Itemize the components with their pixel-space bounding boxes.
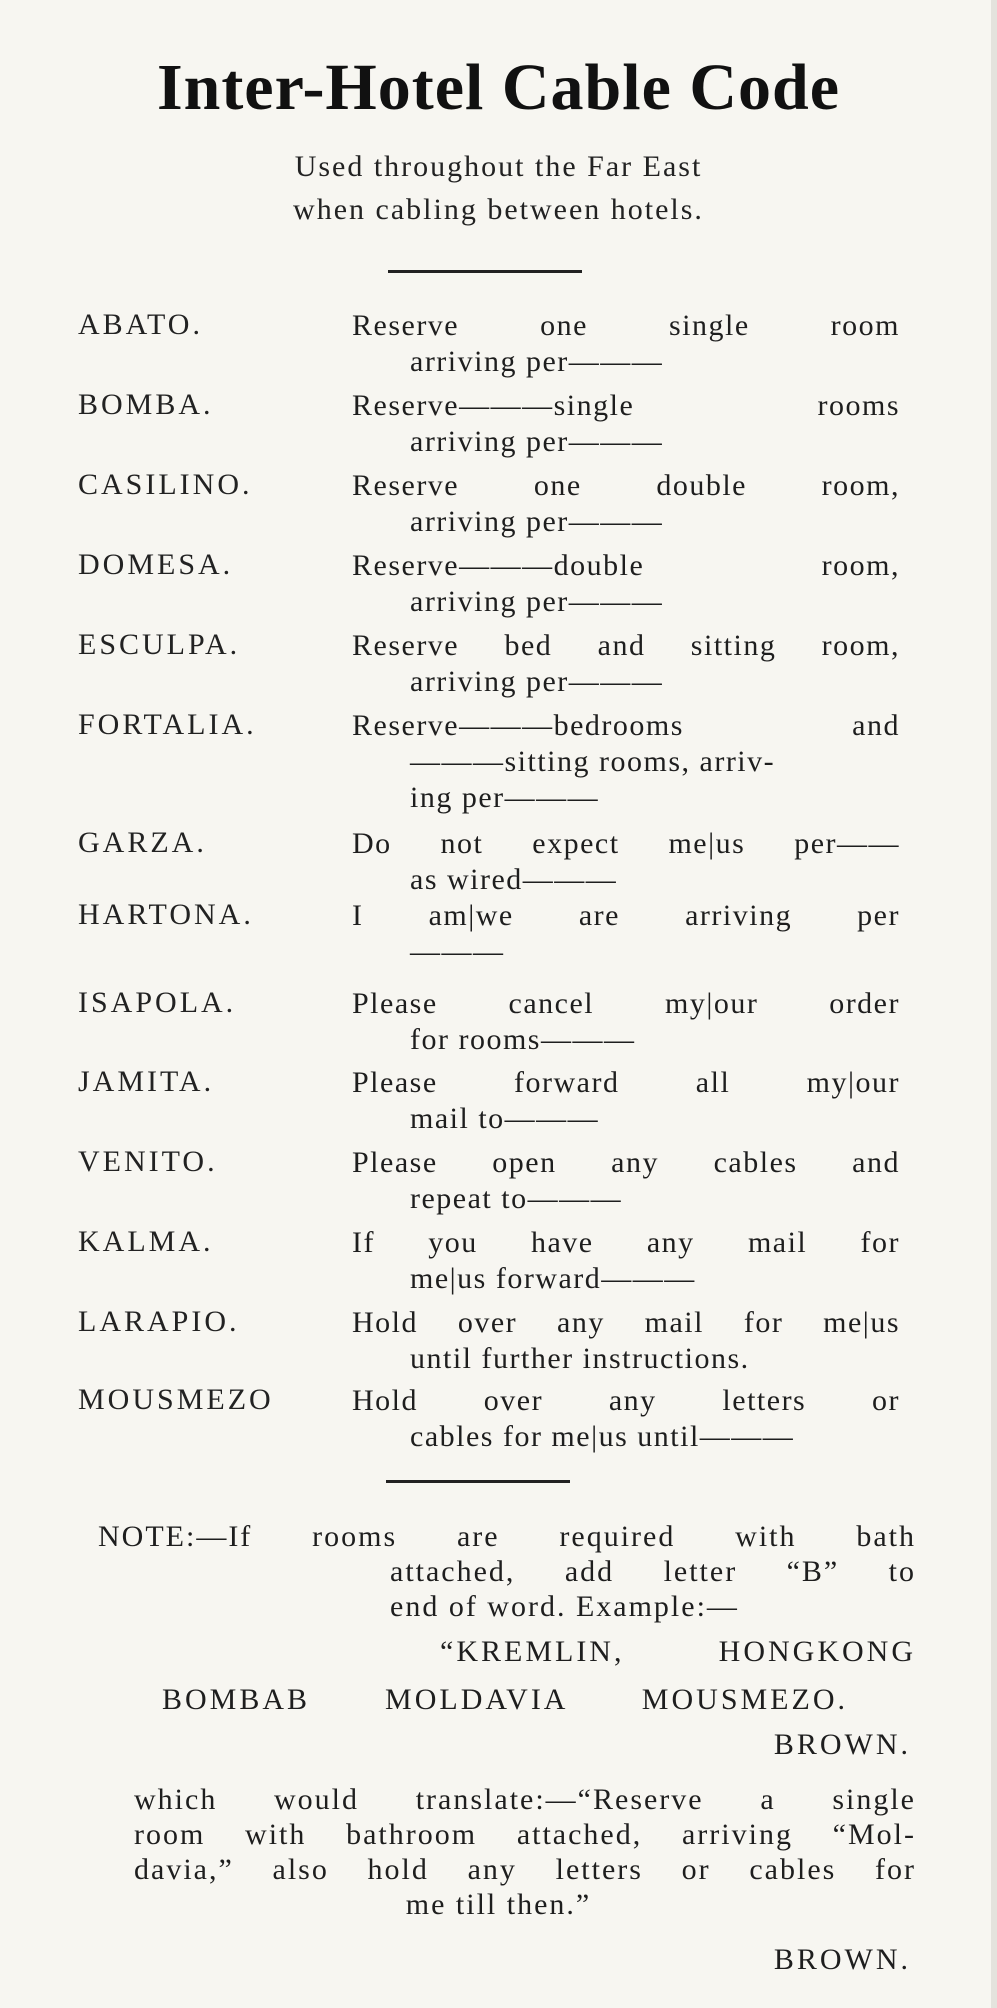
translation-line-2: room with bathroom attached, arriving “Mol- <box>134 1818 916 1851</box>
meaning-line: Reserve bed and sitting room, <box>352 629 900 662</box>
meaning-line: ing per——— <box>410 781 600 814</box>
note-line-3: end of word. Example:— <box>390 1590 739 1623</box>
code-word: ISAPOLA. <box>78 986 237 1019</box>
code-word: DOMESA. <box>78 548 234 581</box>
code-word: FORTALIA. <box>78 708 257 741</box>
meaning-line: Hold over any letters or <box>352 1384 900 1417</box>
code-meaning <box>352 1383 900 1455</box>
code-word: KALMA. <box>78 1225 214 1258</box>
code-meaning <box>352 1145 900 1217</box>
meaning-line: Reserve one single room <box>352 309 900 342</box>
code-word: ESCULPA. <box>78 628 241 661</box>
code-meaning <box>352 468 900 540</box>
code-word: GARZA. <box>78 826 207 859</box>
translation-line-3: davia,” also hold any letters or cables for <box>134 1853 916 1886</box>
meaning-line: I am|we are arriving per <box>352 899 900 932</box>
meaning-line: Please open any cables and <box>352 1146 900 1179</box>
page-title: Inter-Hotel Cable Code <box>156 51 841 124</box>
meaning-line: ———sitting rooms, arriv- <box>410 745 776 778</box>
note-example-line-2: BOMBAB MOLDAVIA MOUSMEZO. <box>162 1683 848 1716</box>
page-edge <box>991 0 997 2008</box>
code-word: HARTONA. <box>78 898 254 931</box>
translation-line-1: which would translate:—“Reserve a single <box>134 1783 916 1816</box>
code-meaning <box>352 1305 900 1377</box>
meaning-line: If you have any mail for <box>352 1226 900 1259</box>
code-meaning <box>352 548 900 620</box>
signature: BROWN. <box>773 1943 911 1976</box>
meaning-line: arriving per——— <box>410 665 664 698</box>
meaning-line: Do not expect me|us per—— <box>352 827 900 860</box>
code-meaning <box>352 898 900 970</box>
meaning-line: Reserve———double room, <box>352 549 900 582</box>
code-meaning <box>352 708 900 816</box>
code-meaning <box>352 308 900 380</box>
meaning-line: Please cancel my|our order <box>352 987 900 1020</box>
divider-bottom <box>386 1480 570 1483</box>
meaning-line: Reserve———bedrooms and <box>352 709 900 742</box>
code-word: JAMITA. <box>78 1065 215 1098</box>
meaning-line: arriving per——— <box>410 505 664 538</box>
meaning-line: Reserve one double room, <box>352 469 900 502</box>
meaning-line: until further instructions. <box>410 1342 750 1375</box>
meaning-line: arriving per——— <box>410 345 664 378</box>
translation-line-4: me till then.” <box>405 1888 592 1921</box>
meaning-line: me|us forward——— <box>410 1262 696 1295</box>
code-meaning <box>352 986 900 1058</box>
note-line-1: NOTE:—If rooms are required with bath <box>98 1520 916 1553</box>
meaning-line: repeat to——— <box>410 1182 623 1215</box>
subtitle-line-2: when cabling between hotels. <box>293 193 704 226</box>
code-meaning <box>352 826 900 898</box>
meaning-line: as wired——— <box>410 863 618 896</box>
subtitle-line-1: Used throughout the Far East <box>294 150 703 183</box>
code-word: LARAPIO. <box>78 1305 240 1338</box>
meaning-line: arriving per——— <box>410 585 664 618</box>
code-word: CASILINO. <box>78 468 253 501</box>
divider-top <box>388 270 582 273</box>
code-word: VENITO. <box>78 1145 218 1178</box>
code-word: MOUSMEZO <box>78 1383 274 1416</box>
note-example-signature: BROWN. <box>773 1728 911 1761</box>
meaning-line: arriving per——— <box>410 425 664 458</box>
code-word: ABATO. <box>78 308 203 341</box>
meaning-line: Reserve———single rooms <box>352 389 900 422</box>
code-meaning <box>352 628 900 700</box>
code-meaning <box>352 1225 900 1297</box>
note-example-line-1: “KREMLIN, HONGKONG <box>440 1635 916 1668</box>
code-meaning <box>352 388 900 460</box>
code-word: BOMBA. <box>78 388 214 421</box>
code-meaning <box>352 1065 900 1137</box>
meaning-line: Please forward all my|our <box>352 1066 900 1099</box>
meaning-line: Hold over any mail for me|us <box>352 1306 900 1339</box>
meaning-line: for rooms——— <box>410 1023 636 1056</box>
note-line-2: attached, add letter “B” to <box>390 1555 916 1588</box>
meaning-line: mail to——— <box>410 1102 600 1135</box>
meaning-line: cables for me|us until——— <box>410 1420 795 1453</box>
meaning-line: ——— <box>410 935 505 968</box>
